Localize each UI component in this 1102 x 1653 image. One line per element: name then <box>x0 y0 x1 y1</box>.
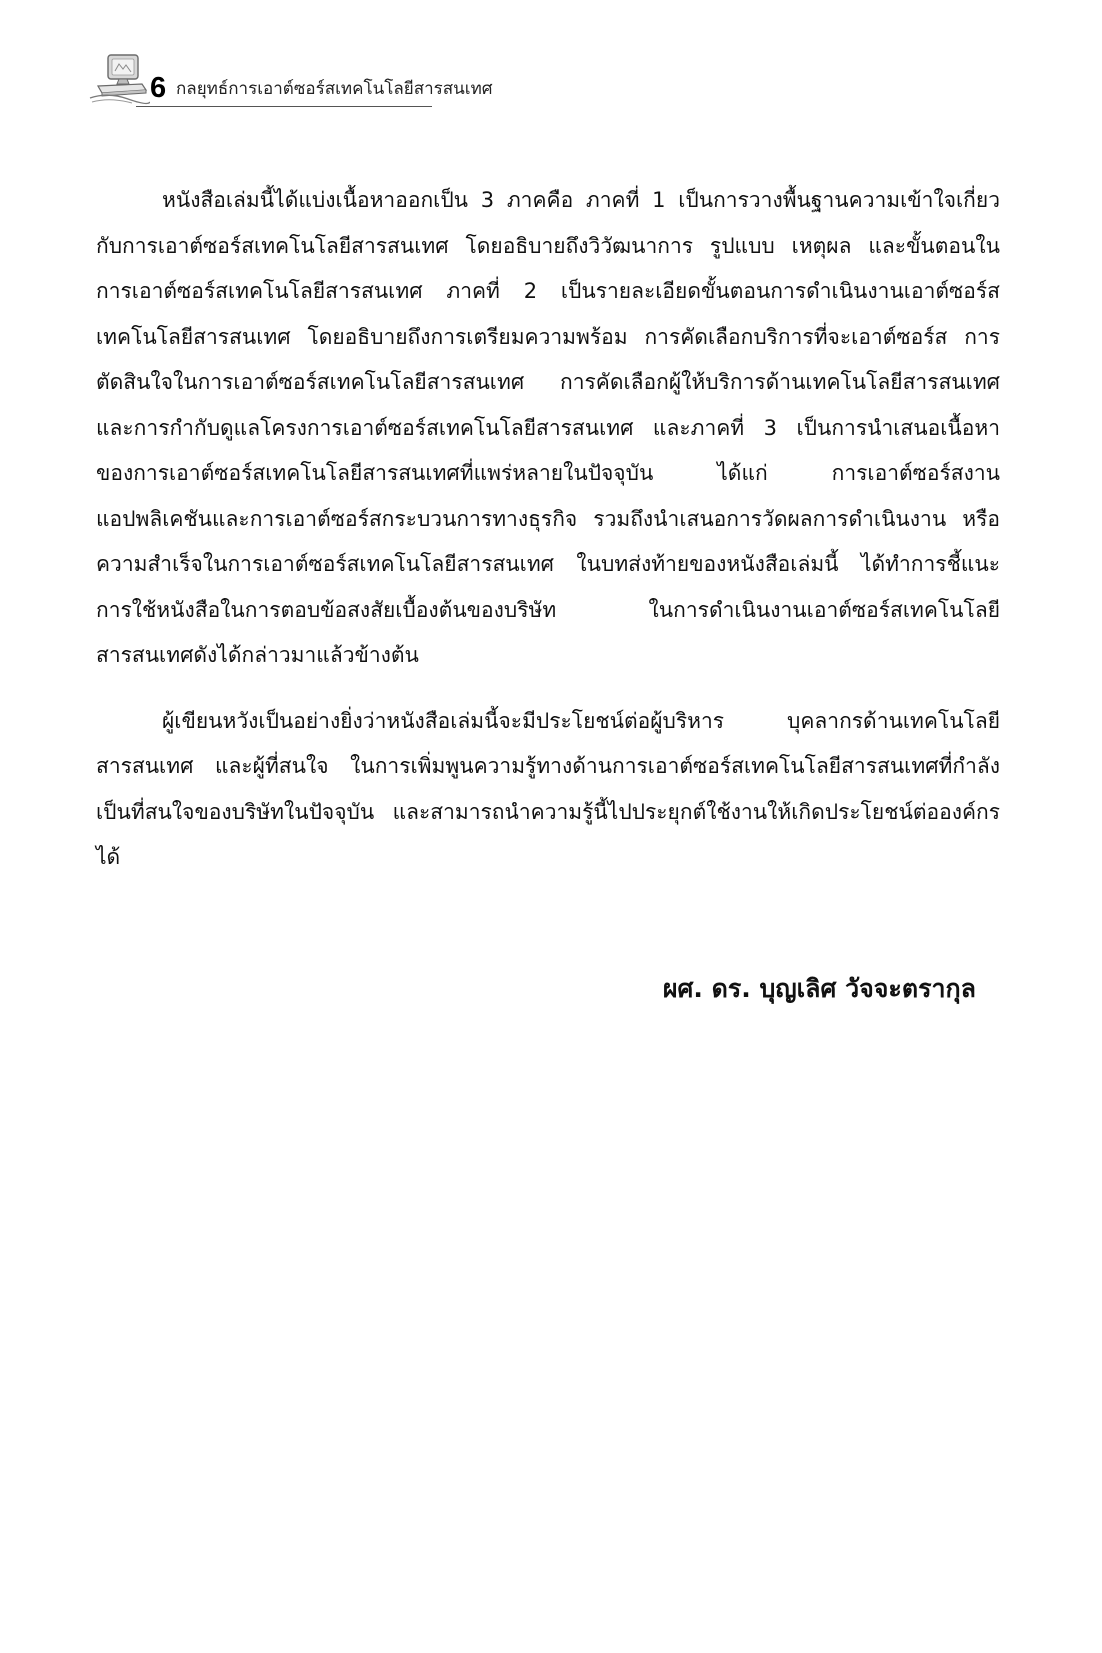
paragraph: หนังสือเล่มนี้ได้แบ่งเนื้อหาออกเป็น 3 ภาคคือ ภาคที่ 1 เป็นการวางพื้นฐานความเข้าใจเกี่ยวกับการเอาต์ซอร์สเทคโนโลยีสารสนเทศ โดยอธิบายถึงวิวัฒนาการ รูปแบบ เหตุผล และขั้นตอนในการเอาต์ซอร์สเทคโนโลยีสารสนเทศ ภาคที่ 2 เป็นรายละเอียดขั้นตอนการดำเนินงานเอาต์ซอร์สเทคโนโลยีสารสนเทศ โดยอธิบายถึงการเตรียมความพร้อม การคัดเลือกบริการที่จะเอาต์ซอร์ส การตัดสินใจในการเอาต์ซอร์สเทคโนโลยีสารสนเทศ การคัดเลือกผู้ให้บริการด้านเทคโนโลยีสารสนเทศ และการกำกับดูแลโครงการเอาต์ซอร์สเทคโนโลยีสารสนเทศ และภาคที่ 3 เป็นการนำเสนอเนื้อหาของการเอาต์ซอร์สเทคโนโลยีสารสนเทศที่แพร่หลายในปัจจุบัน ได้แก่ การเอาต์ซอร์สงานแอปพลิเคชันและการเอาต์ซอร์สกระบวนการทางธุรกิจ รวมถึงนำเสนอการวัดผลการดำเนินงาน หรือความสำเร็จในการเอาต์ซอร์สเทคโนโลยีสารสนเทศ ในบทส่งท้ายของหนังสือเล่มนี้ ได้ทำการชี้แนะการใช้หนังสือในการตอบข้อสงสัยเบื้องต้นของบริษัท ในการดำเนินงานเอาต์ซอร์สเทคโนโลยีสารสนเทศดังได้กล่าวมาแล้วข้างต้น <box>96 188 1000 667</box>
computer-book-icon <box>88 52 150 106</box>
running-title: กลยุทธ์การเอาต์ซอร์สเทคโนโลยีสารสนเทศ <box>176 79 493 99</box>
page-header <box>84 44 684 114</box>
paragraph: ผู้เขียนหวังเป็นอย่างยิ่งว่าหนังสือเล่มนี้จะมีประโยชน์ต่อผู้บริหาร บุคลากรด้านเทคโนโลยีสารสนเทศ และผู้ที่สนใจ ในการเพิ่มพูนความรู้ทางด้านการเอาต์ซอร์สเทคโนโลยีสารสนเทศที่กำลังเป็นที่สนใจของบริษัทในปัจจุบัน และสามารถนำความรู้นี้ไปประยุกต์ใช้งานให้เกิดประโยชน์ต่อองค์กรได้ <box>96 708 1000 869</box>
preface-body <box>96 178 1000 901</box>
header-rule <box>136 106 432 107</box>
page-number: 6 <box>150 72 167 104</box>
author-signature: ผศ. ดร. บุญเลิศ วัจจะตรากุล <box>662 974 976 1003</box>
